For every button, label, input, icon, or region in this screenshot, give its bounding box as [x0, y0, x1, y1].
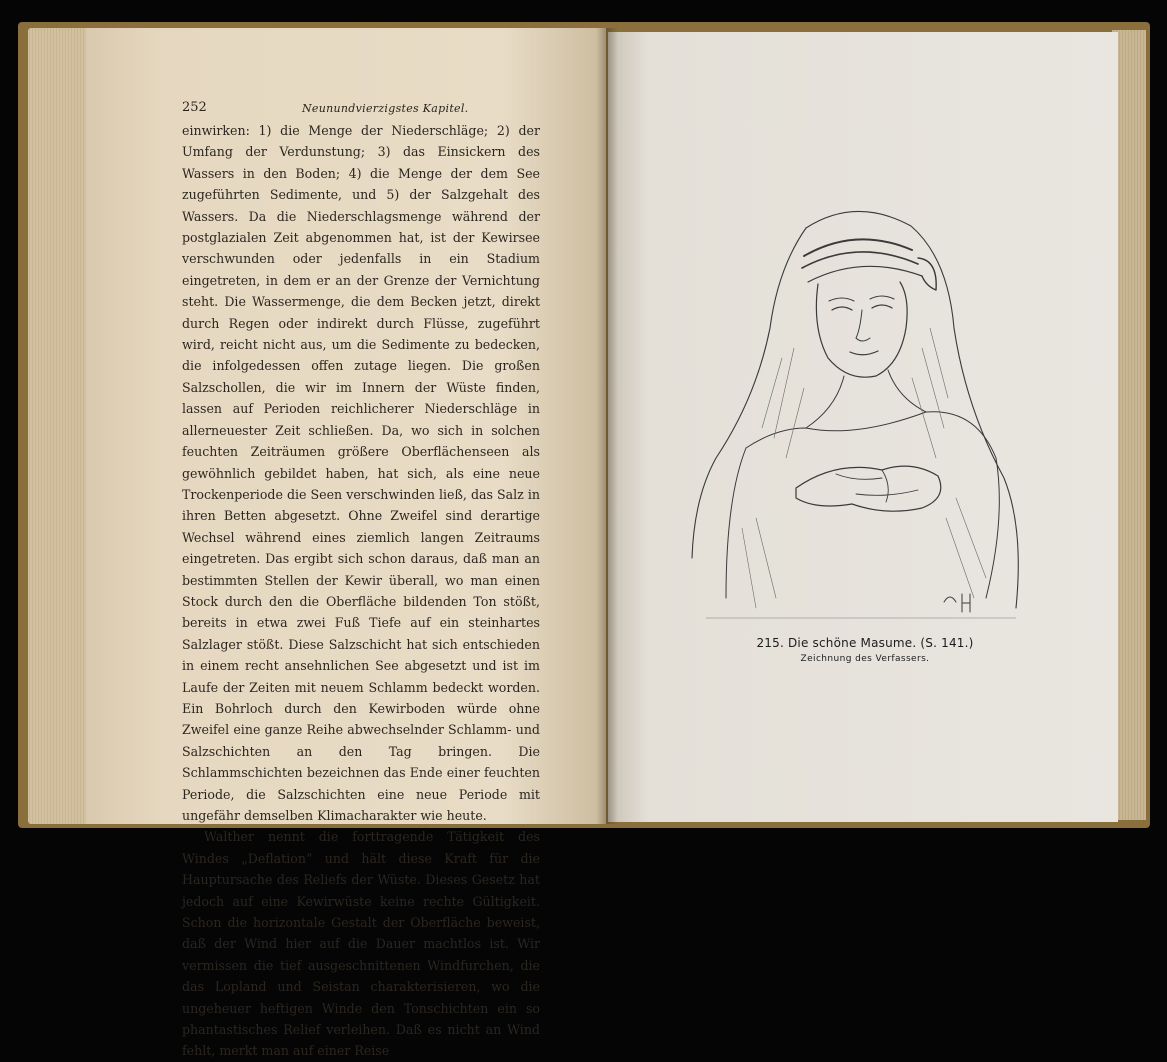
caption-credit: Zeichnung des Verfassers. — [800, 654, 930, 664]
hands — [796, 466, 941, 511]
left-eye — [832, 307, 852, 310]
page-edges-left — [28, 28, 90, 824]
nose — [856, 310, 870, 341]
mouth — [850, 351, 878, 355]
portrait-illustration — [686, 198, 1036, 630]
paragraph-1: einwirken: 1) die Menge der Niederschläge; 2) der Umfang der Verdunstung; 3) das Einsickern des Wassers in den Boden; 4) die Menge der dem See zugeführten Sedimente, und 5) der Salzgehalt des Wassers. Da die Niederschlagsmenge während der postglazialen Zeit abgenommen hat, ist der Kewirsee verschwunden oder jedenfalls in ein Stadium eingetreten, in dem er an der Grenze der Vernichtung steht. Die Wassermenge, die dem Becken jetzt, direkt durch Regen oder indirekt durch Flüsse, zugeführt wird, reicht nicht aus, um die Sedimente zu bedecken, die infolgedessen offen zutage liegen. Die großen Salzschollen, die wir im Innern der Wüste finden, lassen auf Perioden reichlicherer Niederschläge in allerneuester Zeit schließen. Da, wo sich in solchen feuchten Zeiträumen größere Oberflächenseen als gewöhnlich gebildet haben, hat sich, als eine neue Trockenperiode die Seen verschwinden ließ, das Salz in ihren Betten abgesetzt. Ohne Zweifel sind derartige Wechsel während eines ziemlich langen Zeitraums eingetreten. Das ergibt sich schon daraus, daß man an bestimmten Stellen der Kewir überall, wo man einen Stock durch den die Oberfläche bildenden Ton stößt, bereits in etwa zwei Fuß Tiefe auf ein steinhartes Salzlager stößt. Diese Salzschicht hat sich entschieden in einem recht ansehnlichen See abgesetzt und ist im Laufe der Zeiten mit neuem Schlamm bedeckt worden. Ein Bohrloch durch den Kewirboden würde ohne Zweifel eine ganze Reihe abwechselnder Schlamm- und Salzschichten an den Tag bringen. Die Schlammschichten bezeichnen das Ende einer feuchten Periode, die Salzschichten eine neue Periode mit ungefähr demselben Klimacharakter wie heute. — [182, 123, 540, 823]
headscarf — [804, 239, 912, 256]
running-header — [182, 100, 542, 120]
figure-caption — [700, 636, 1030, 664]
robe — [746, 412, 999, 598]
page-number: 252 — [182, 100, 207, 115]
caption-title: 215. Die schöne Masume. (S. 141.) — [756, 636, 974, 650]
right-eye — [872, 305, 892, 308]
artist-signature — [944, 594, 970, 612]
body-text — [182, 120, 540, 1062]
face-outline — [816, 282, 907, 377]
book-gutter — [596, 28, 618, 824]
paragraph-2: Walther nennt die forttragende Tätigkeit des Windes „Deflation“ und hält diese Kraft für die Hauptursache des Reliefs der Wüste. Dieses Gesetz hat jedoch auf eine Kewirwüste keine rechte Gültigkeit. Schon die horizontale Gestalt der Oberfläche beweist, daß der Wind hier auf die Dauer machtlos ist. Wir vermissen die tief ausgeschnittenen Windfurchen, die das Lopland und Seistan charakterisieren, wo die ungeheuer heftigen Winde den Tonschichten ein so phantastisches Relief verleihen. Daß es nicht an Wind fehlt, merkt man auf einer Reise — [182, 829, 540, 1059]
running-title: Neunundvierzigstes Kapitel. — [302, 102, 469, 115]
